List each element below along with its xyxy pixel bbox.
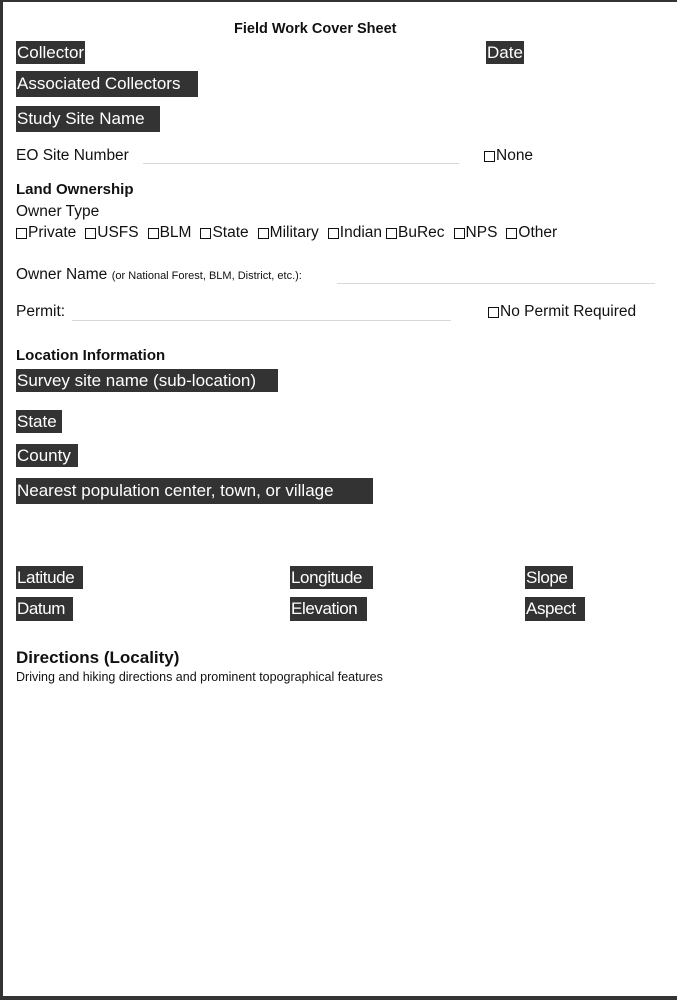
state-field[interactable]: State [16,410,62,433]
checkbox-icon[interactable] [484,151,495,162]
permit-input[interactable] [72,320,451,321]
owner-type-other[interactable] [506,224,557,242]
checkbox-icon[interactable] [148,228,159,239]
owner-type-checkbox-group [16,224,566,242]
owner-name-label: Owner Name [16,266,108,283]
land-ownership-heading: Land Ownership [16,181,134,198]
eo-site-number-input[interactable] [143,163,459,164]
owner-type-military[interactable] [258,224,319,242]
owner-name-input[interactable] [337,283,655,284]
slope-field[interactable]: Slope [525,566,573,589]
owner-type-nps[interactable] [454,224,498,242]
survey-site-name-field[interactable]: Survey site name (sub-location) [16,369,278,392]
datum-field[interactable]: Datum [16,597,73,621]
owner-type-label: Owner Type [16,203,100,220]
owner-type-label: NPS [465,224,498,241]
page-frame-top [0,0,677,2]
owner-type-label: BLM [159,224,192,241]
checkbox-icon[interactable] [386,228,397,239]
eo-site-number-label: EO Site Number [16,147,129,164]
nearest-population-center-field[interactable]: Nearest population center, town, or village [16,478,373,504]
owner-type-indian[interactable] [328,224,382,242]
directions-subtitle: Driving and hiking directions and prominent topographical features [16,670,383,684]
owner-type-label: Military [269,224,319,241]
owner-type-label: Private [28,224,77,241]
elevation-field[interactable]: Elevation [290,597,367,621]
owner-type-label: USFS [97,224,139,241]
owner-name-hint: (or National Forest, BLM, District, etc.): [111,270,302,282]
owner-name-label-group [16,266,302,284]
associated-collectors-field[interactable]: Associated Collectors [16,71,198,97]
document-title: Field Work Cover Sheet [234,21,397,37]
owner-type-private[interactable] [16,224,76,242]
directions-heading: Directions (Locality) [16,648,180,667]
checkbox-icon[interactable] [328,228,339,239]
location-information-heading: Location Information [16,347,166,364]
owner-type-label: Other [518,224,558,241]
checkbox-icon[interactable] [258,228,269,239]
permit-label: Permit: [16,303,66,320]
county-field[interactable]: County [16,444,78,467]
owner-type-usfs[interactable] [85,224,138,242]
no-permit-required-checkbox[interactable] [488,303,636,321]
no-permit-required-label: No Permit Required [500,303,637,320]
owner-type-label: BuRec [398,224,445,241]
eo-none-label: None [496,147,534,164]
collector-field[interactable]: Collector [17,43,85,62]
owner-type-label: Indian [339,224,382,241]
latitude-field[interactable]: Latitude [16,566,83,589]
owner-type-label: State [212,224,249,241]
date-field[interactable]: Date [487,43,523,62]
longitude-field[interactable]: Longitude [290,566,373,589]
checkbox-icon[interactable] [488,307,499,318]
checkbox-icon[interactable] [85,228,96,239]
aspect-field[interactable]: Aspect [525,597,585,621]
owner-type-state[interactable] [200,224,248,242]
owner-type-blm[interactable] [148,224,192,242]
checkbox-icon[interactable] [200,228,211,239]
eo-none-checkbox[interactable] [484,147,533,165]
page-frame-bottom [0,996,677,1000]
checkbox-icon[interactable] [506,228,517,239]
page-frame-left [0,0,3,1000]
checkbox-icon[interactable] [16,228,27,239]
owner-type-burec[interactable] [386,224,445,242]
checkbox-icon[interactable] [454,228,465,239]
study-site-name-field[interactable]: Study Site Name [16,106,160,132]
